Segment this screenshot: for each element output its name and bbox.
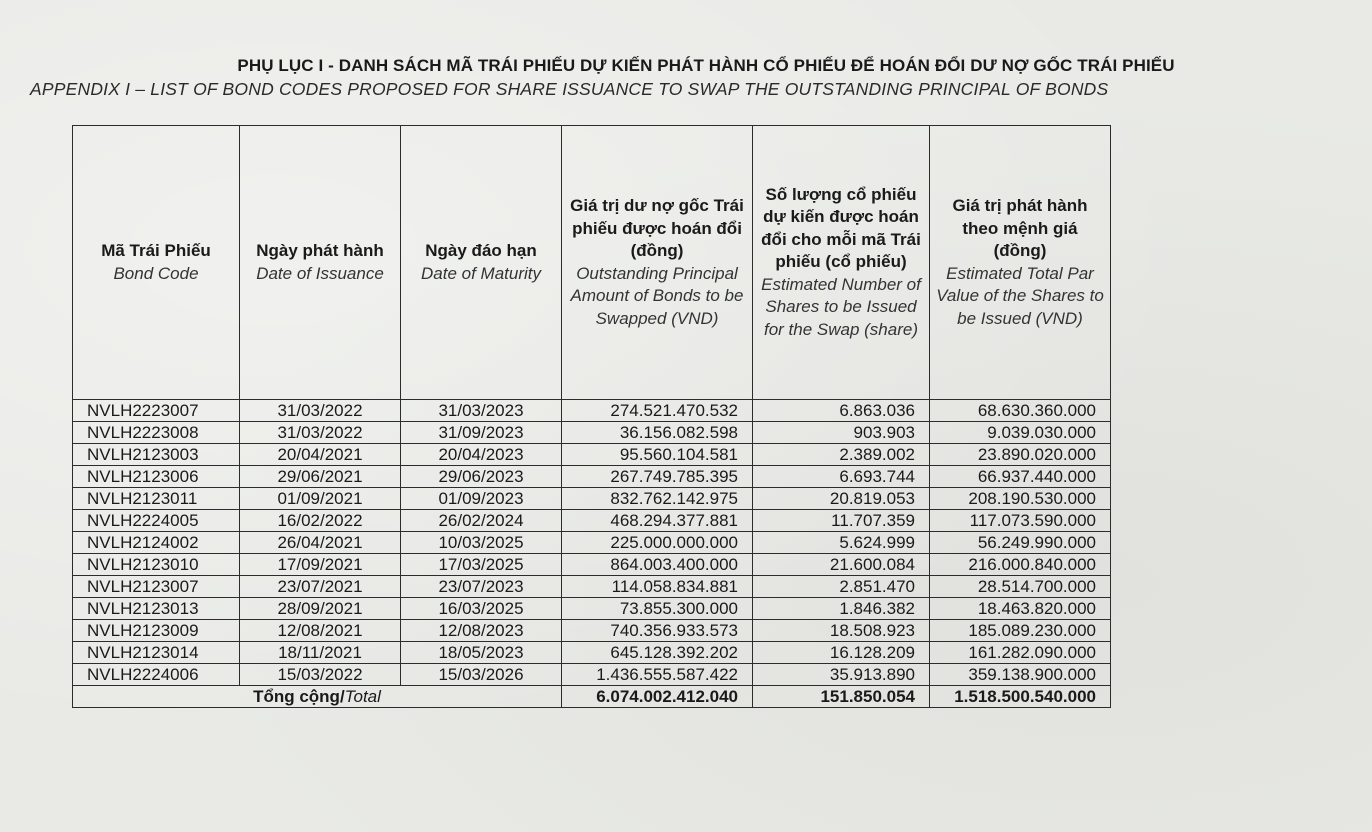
- cell-bond-code: NVLH2123014: [73, 642, 240, 664]
- table-row: [73, 488, 1111, 510]
- cell-principal: 114.058.834.881: [562, 576, 753, 598]
- cell-principal: 740.356.933.573: [562, 620, 753, 642]
- cell-bond-code: NVLH2123010: [73, 554, 240, 576]
- cell-maturity-date: 20/04/2023: [401, 444, 562, 466]
- cell-principal: 95.560.104.581: [562, 444, 753, 466]
- cell-principal: 274.521.470.532: [562, 400, 753, 422]
- cell-bond-code: NVLH2123011: [73, 488, 240, 510]
- cell-bond-code: NVLH2123009: [73, 620, 240, 642]
- cell-maturity-date: 31/09/2023: [401, 422, 562, 444]
- header-par-value: [930, 126, 1111, 400]
- header-label-vi: Giá trị dư nợ gốc Trái phiếu được hoán đổi (đồng): [570, 196, 744, 260]
- cell-shares: 20.819.053: [753, 488, 930, 510]
- header-label-vi: Ngày phát hành: [256, 241, 384, 260]
- cell-par-value: 9.039.030.000: [930, 422, 1111, 444]
- cell-bond-code: NVLH2123013: [73, 598, 240, 620]
- cell-shares: 35.913.890: [753, 664, 930, 686]
- cell-shares: 11.707.359: [753, 510, 930, 532]
- cell-principal: 645.128.392.202: [562, 642, 753, 664]
- cell-shares: 6.693.744: [753, 466, 930, 488]
- document-title-en: APPENDIX I – LIST OF BOND CODES PROPOSED FOR SHARE ISSUANCE TO SWAP THE OUTSTANDING PRINCIPAL OF BONDS: [30, 79, 1109, 99]
- cell-issuance-date: 26/04/2021: [240, 532, 401, 554]
- total-label-vi: Tổng cộng/: [253, 687, 345, 706]
- cell-principal: 36.156.082.598: [562, 422, 753, 444]
- cell-par-value: 56.249.990.000: [930, 532, 1111, 554]
- cell-par-value: 161.282.090.000: [930, 642, 1111, 664]
- cell-par-value: 117.073.590.000: [930, 510, 1111, 532]
- cell-shares: 5.624.999: [753, 532, 930, 554]
- cell-par-value: 185.089.230.000: [930, 620, 1111, 642]
- cell-issuance-date: 28/09/2021: [240, 598, 401, 620]
- cell-par-value: 216.000.840.000: [930, 554, 1111, 576]
- header-label-en: Date of Maturity: [421, 263, 541, 283]
- total-label: [73, 686, 562, 708]
- total-label-en: Total: [344, 687, 381, 706]
- bond-list-table: [72, 125, 1111, 708]
- cell-issuance-date: 17/09/2021: [240, 554, 401, 576]
- cell-bond-code: NVLH2124002: [73, 532, 240, 554]
- cell-par-value: 28.514.700.000: [930, 576, 1111, 598]
- cell-par-value: 68.630.360.000: [930, 400, 1111, 422]
- cell-maturity-date: 23/07/2023: [401, 576, 562, 598]
- total-row: [73, 686, 1111, 708]
- table-row: [73, 576, 1111, 598]
- cell-maturity-date: 16/03/2025: [401, 598, 562, 620]
- table-row: [73, 466, 1111, 488]
- total-par-value: 1.518.500.540.000: [930, 686, 1111, 708]
- header-outstanding-principal: [562, 126, 753, 400]
- table-row: [73, 664, 1111, 686]
- table-row: [73, 444, 1111, 466]
- cell-shares: 16.128.209: [753, 642, 930, 664]
- cell-issuance-date: 16/02/2022: [240, 510, 401, 532]
- cell-maturity-date: 26/02/2024: [401, 510, 562, 532]
- cell-principal: 225.000.000.000: [562, 532, 753, 554]
- table-row: [73, 554, 1111, 576]
- cell-par-value: 208.190.530.000: [930, 488, 1111, 510]
- cell-maturity-date: 17/03/2025: [401, 554, 562, 576]
- cell-bond-code: NVLH2223007: [73, 400, 240, 422]
- table-row: [73, 598, 1111, 620]
- cell-par-value: 23.890.020.000: [930, 444, 1111, 466]
- header-bond-code: [73, 126, 240, 400]
- total-principal: 6.074.002.412.040: [562, 686, 753, 708]
- document-title-vi: PHỤ LỤC I - DANH SÁCH MÃ TRÁI PHIẾU DỰ KIẾN PHÁT HÀNH CỔ PHIẾU ĐỂ HOÁN ĐỔI DƯ NỢ GỐC TRÁI PHIẾU: [237, 56, 1175, 75]
- cell-issuance-date: 18/11/2021: [240, 642, 401, 664]
- cell-bond-code: NVLH2223008: [73, 422, 240, 444]
- table-header-row: [73, 126, 1111, 400]
- cell-bond-code: NVLH2123003: [73, 444, 240, 466]
- cell-principal: 832.762.142.975: [562, 488, 753, 510]
- header-label-en: Estimated Total Par Value of the Shares to be Issued (VND): [936, 263, 1104, 328]
- cell-shares: 903.903: [753, 422, 930, 444]
- cell-shares: 21.600.084: [753, 554, 930, 576]
- cell-shares: 1.846.382: [753, 598, 930, 620]
- table-row: [73, 642, 1111, 664]
- cell-issuance-date: 31/03/2022: [240, 422, 401, 444]
- cell-shares: 18.508.923: [753, 620, 930, 642]
- cell-par-value: 359.138.900.000: [930, 664, 1111, 686]
- cell-bond-code: NVLH2224006: [73, 664, 240, 686]
- cell-shares: 2.851.470: [753, 576, 930, 598]
- table-row: [73, 510, 1111, 532]
- cell-maturity-date: 29/06/2023: [401, 466, 562, 488]
- cell-principal: 73.855.300.000: [562, 598, 753, 620]
- cell-principal: 864.003.400.000: [562, 554, 753, 576]
- header-estimated-shares: [753, 126, 930, 400]
- cell-maturity-date: 12/08/2023: [401, 620, 562, 642]
- header-label-en: Outstanding Principal Amount of Bonds to be Swapped (VND): [570, 263, 744, 328]
- header-label-vi: Số lượng cổ phiếu dự kiến được hoán đổi cho mỗi mã Trái phiếu (cổ phiếu): [761, 184, 921, 272]
- header-label-vi: Mã Trái Phiếu: [101, 241, 211, 260]
- cell-principal: 1.436.555.587.422: [562, 664, 753, 686]
- header-label-en: Bond Code: [113, 263, 199, 283]
- header-maturity-date: [401, 126, 562, 400]
- cell-issuance-date: 23/07/2021: [240, 576, 401, 598]
- cell-principal: 468.294.377.881: [562, 510, 753, 532]
- cell-par-value: 18.463.820.000: [930, 598, 1111, 620]
- cell-shares: 2.389.002: [753, 444, 930, 466]
- cell-bond-code: NVLH2123007: [73, 576, 240, 598]
- header-label-vi: Ngày đáo hạn: [425, 241, 537, 260]
- table-row: [73, 422, 1111, 444]
- header-label-en: Date of Issuance: [256, 263, 384, 283]
- cell-maturity-date: 18/05/2023: [401, 642, 562, 664]
- cell-principal: 267.749.785.395: [562, 466, 753, 488]
- cell-par-value: 66.937.440.000: [930, 466, 1111, 488]
- cell-maturity-date: 31/03/2023: [401, 400, 562, 422]
- header-label-en: Estimated Number of Shares to be Issued for the Swap (share): [761, 274, 921, 339]
- cell-issuance-date: 20/04/2021: [240, 444, 401, 466]
- cell-maturity-date: 10/03/2025: [401, 532, 562, 554]
- cell-bond-code: NVLH2123006: [73, 466, 240, 488]
- cell-bond-code: NVLH2224005: [73, 510, 240, 532]
- cell-issuance-date: 29/06/2021: [240, 466, 401, 488]
- header-label-vi: Giá trị phát hành theo mệnh giá (đồng): [952, 196, 1088, 260]
- cell-issuance-date: 31/03/2022: [240, 400, 401, 422]
- cell-issuance-date: 01/09/2021: [240, 488, 401, 510]
- cell-maturity-date: 15/03/2026: [401, 664, 562, 686]
- table-row: [73, 532, 1111, 554]
- table-row: [73, 620, 1111, 642]
- table-row: [73, 400, 1111, 422]
- cell-maturity-date: 01/09/2023: [401, 488, 562, 510]
- header-issuance-date: [240, 126, 401, 400]
- cell-issuance-date: 12/08/2021: [240, 620, 401, 642]
- total-shares: 151.850.054: [753, 686, 930, 708]
- cell-issuance-date: 15/03/2022: [240, 664, 401, 686]
- cell-shares: 6.863.036: [753, 400, 930, 422]
